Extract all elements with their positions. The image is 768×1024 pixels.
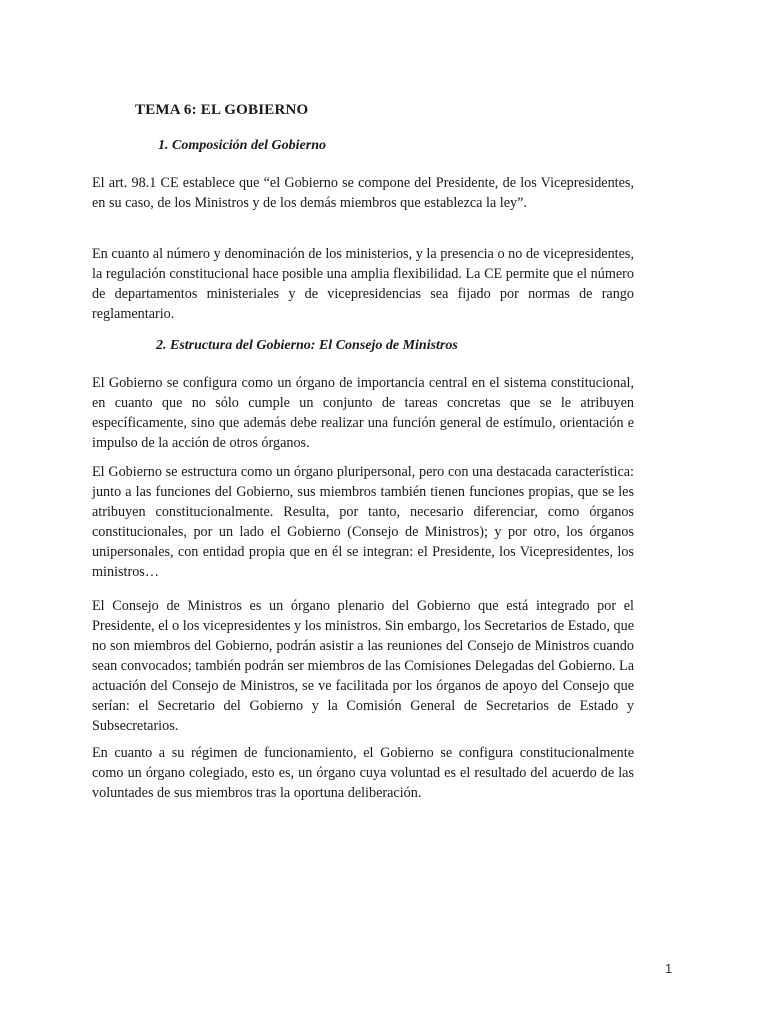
paragraph: El Gobierno se configura como un órgano de importancia central en el sistema constitucional, en cuanto que no sólo cumple un conjunto de tareas concretas que se le atribuyen específicamente, sino que además debe realizar una función general de estímulo, orientación e impulso de la acción de otros órganos.: [92, 375, 634, 451]
paragraph: En cuanto al número y denominación de los ministerios, y la presencia o no de vicepresidentes, la regulación constitucional hace posible una amplia flexibilidad. La CE permite que el número de departamentos ministeriales y de vicepresidencias sea fijado por normas de rango reglamentario.: [92, 246, 634, 322]
paragraph: El art. 98.1 CE establece que “el Gobierno se compone del Presidente, de los Vicepresidentes, en su caso, de los Ministros y de los demás miembros que establezca la ley”.: [92, 175, 634, 211]
paragraph: El Gobierno se estructura como un órgano pluripersonal, pero con una destacada característica: junto a las funciones del Gobierno, sus miembros también tienen funciones propias, que se les atribuyen constitucionalmente. Resulta, por tanto, necesario diferenciar, como órganos constitucionales, por un lado el Gobierno (Consejo de Ministros); y por otro, los órganos unipersonales, con entidad propia que en él se integran: el Presidente, los Vicepresidentes, los ministros…: [92, 464, 634, 580]
paragraph: El Consejo de Ministros es un órgano plenario del Gobierno que está integrado por el Presidente, el o los vicepresidentes y los ministros. Sin embargo, los Secretarios de Estado, que no son miembros del Gobierno, podrán asistir a las reuniones del Consejo de Ministros cuando sean convocados; también podrán ser miembros de las Comisiones Delegadas del Gobierno. La actuación del Consejo de Ministros, se ve facilitada por los órganos de apoyo del Consejo que serían: el Secretario del Gobierno y la Comisión General de Secretarios de Estado y Subsecretarios.: [92, 598, 634, 734]
page-number: 1: [665, 961, 673, 976]
document-title: TEMA 6: EL GOBIERNO: [135, 102, 309, 118]
section-heading-composicion: 1. Composición del Gobierno: [158, 138, 327, 153]
section-heading-estructura: 2. Estructura del Gobierno: El Consejo de Ministros: [156, 338, 458, 353]
paragraph: En cuanto a su régimen de funcionamiento, el Gobierno se configura constitucionalmente como un órgano colegiado, esto es, un órgano cuya voluntad es el resultado del acuerdo de las voluntades de sus miembros tras la oportuna deliberación.: [92, 745, 634, 801]
